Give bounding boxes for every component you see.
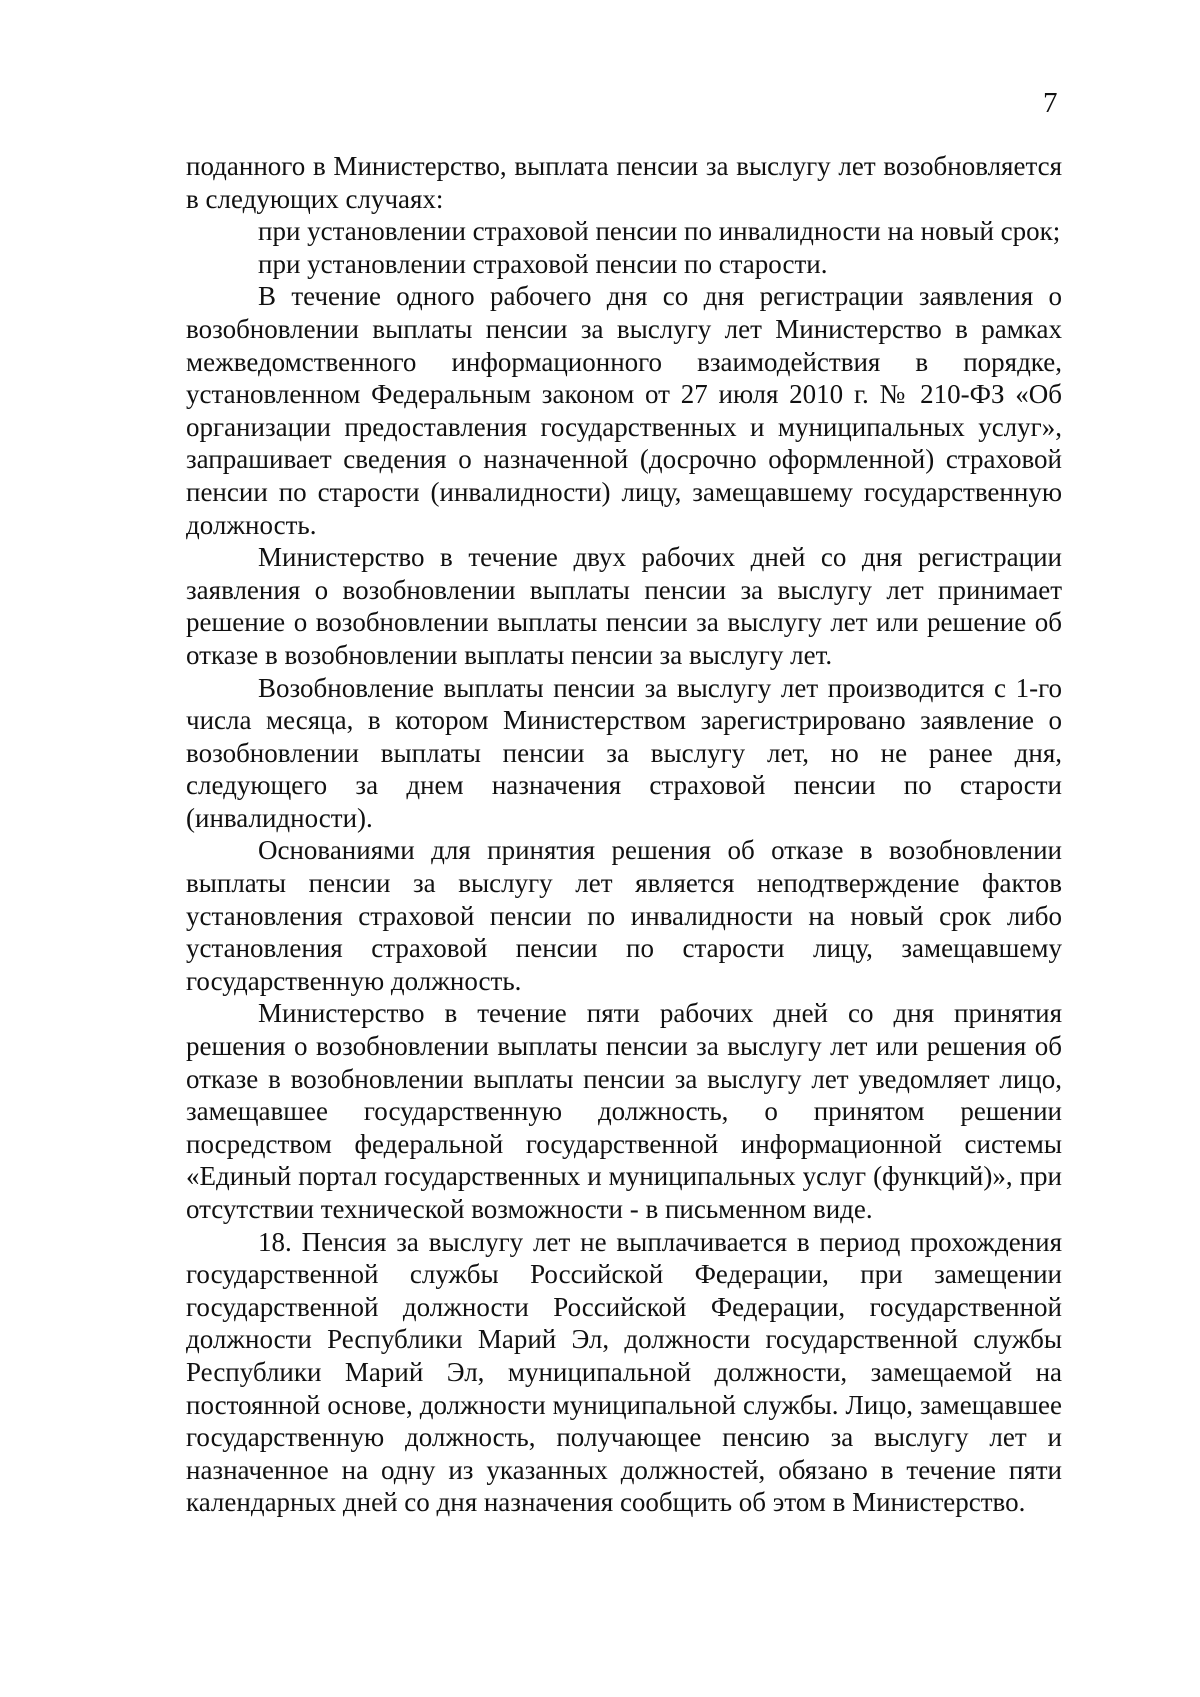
paragraph-request-info: В течение одного рабочего дня со дня регистрации заявления о возобновлении выплаты пенсии за выслугу лет Министерство в рамках межведомственного информационного взаимодействия в порядке, установленном Федеральным законом от 27 июля 2010 г. № 210-ФЗ «Об организации предоставления государственных и муниципальных услуг», запрашивает сведения о назначенной (досрочно оформленной) страховой пенсии по старости (инвалидности) лицу, замещавшему государственную должность. xyxy=(186,281,1062,540)
page-number: 7 xyxy=(1043,87,1058,119)
paragraph-resumption-date: Возобновление выплаты пенсии за выслугу лет производится с 1-го числа месяца, в котором Министерством зарегистрировано заявление о возобновлении выплаты пенсии за выслугу лет, но не ранее дня, следующего за днем назначения страховой пенсии по старости (инвалидности). xyxy=(186,672,1062,833)
paragraph-notification: Министерство в течение пяти рабочих дней со дня принятия решения о возобновлении выплаты пенсии за выслугу лет или решения об отказе в возобновлении выплаты пенсии за выслугу лет уведомляет лицо, замещавшее государственную должность, о принятом решении посредством федеральной государственной информационной системы «Единый портал государственных и муниципальных услуг (функций)», при отсутствии технической возможности - в письменном виде. xyxy=(186,998,1062,1224)
document-body xyxy=(186,150,1062,1519)
paragraph-continuation: поданного в Министерство, выплата пенсии за выслугу лет возобновляется в следующих случаях: xyxy=(186,151,1062,214)
paragraph-item-18: 18. Пенсия за выслугу лет не выплачивается в период прохождения государственной службы Российской Федерации, при замещении государственной должности Российской Федерации, государственной должности Республики Марий Эл, должности государственной службы Республики Марий Эл, муниципальной должности, замещаемой на постоянной основе, должности муниципальной службы. Лицо, замещавшее государственную должность, получающее пенсию за выслугу лет и назначенное на одну из указанных должностей, обязано в течение пяти календарных дней со дня назначения сообщить об этом в Министерство. xyxy=(186,1226,1062,1518)
paragraph-case-old-age: при установлении страховой пенсии по старости. xyxy=(258,248,828,279)
paragraph-decision: Министерство в течение двух рабочих дней со дня регистрации заявления о возобновлении выплаты пенсии за выслугу лет принимает решение о возобновлении выплаты пенсии за выслугу лет или решение об отказе в возобновлении выплаты пенсии за выслугу лет. xyxy=(186,542,1062,670)
paragraph-refusal-grounds: Основаниями для принятия решения об отказе в возобновлении выплаты пенсии за выслугу лет является неподтверждение фактов установления страховой пенсии по инвалидности на новый срок либо установления страховой пенсии по старости лицу, замещавшему государственную должность. xyxy=(186,835,1062,996)
paragraph-case-disability: при установлении страховой пенсии по инвалидности на новый срок; xyxy=(258,216,1061,247)
